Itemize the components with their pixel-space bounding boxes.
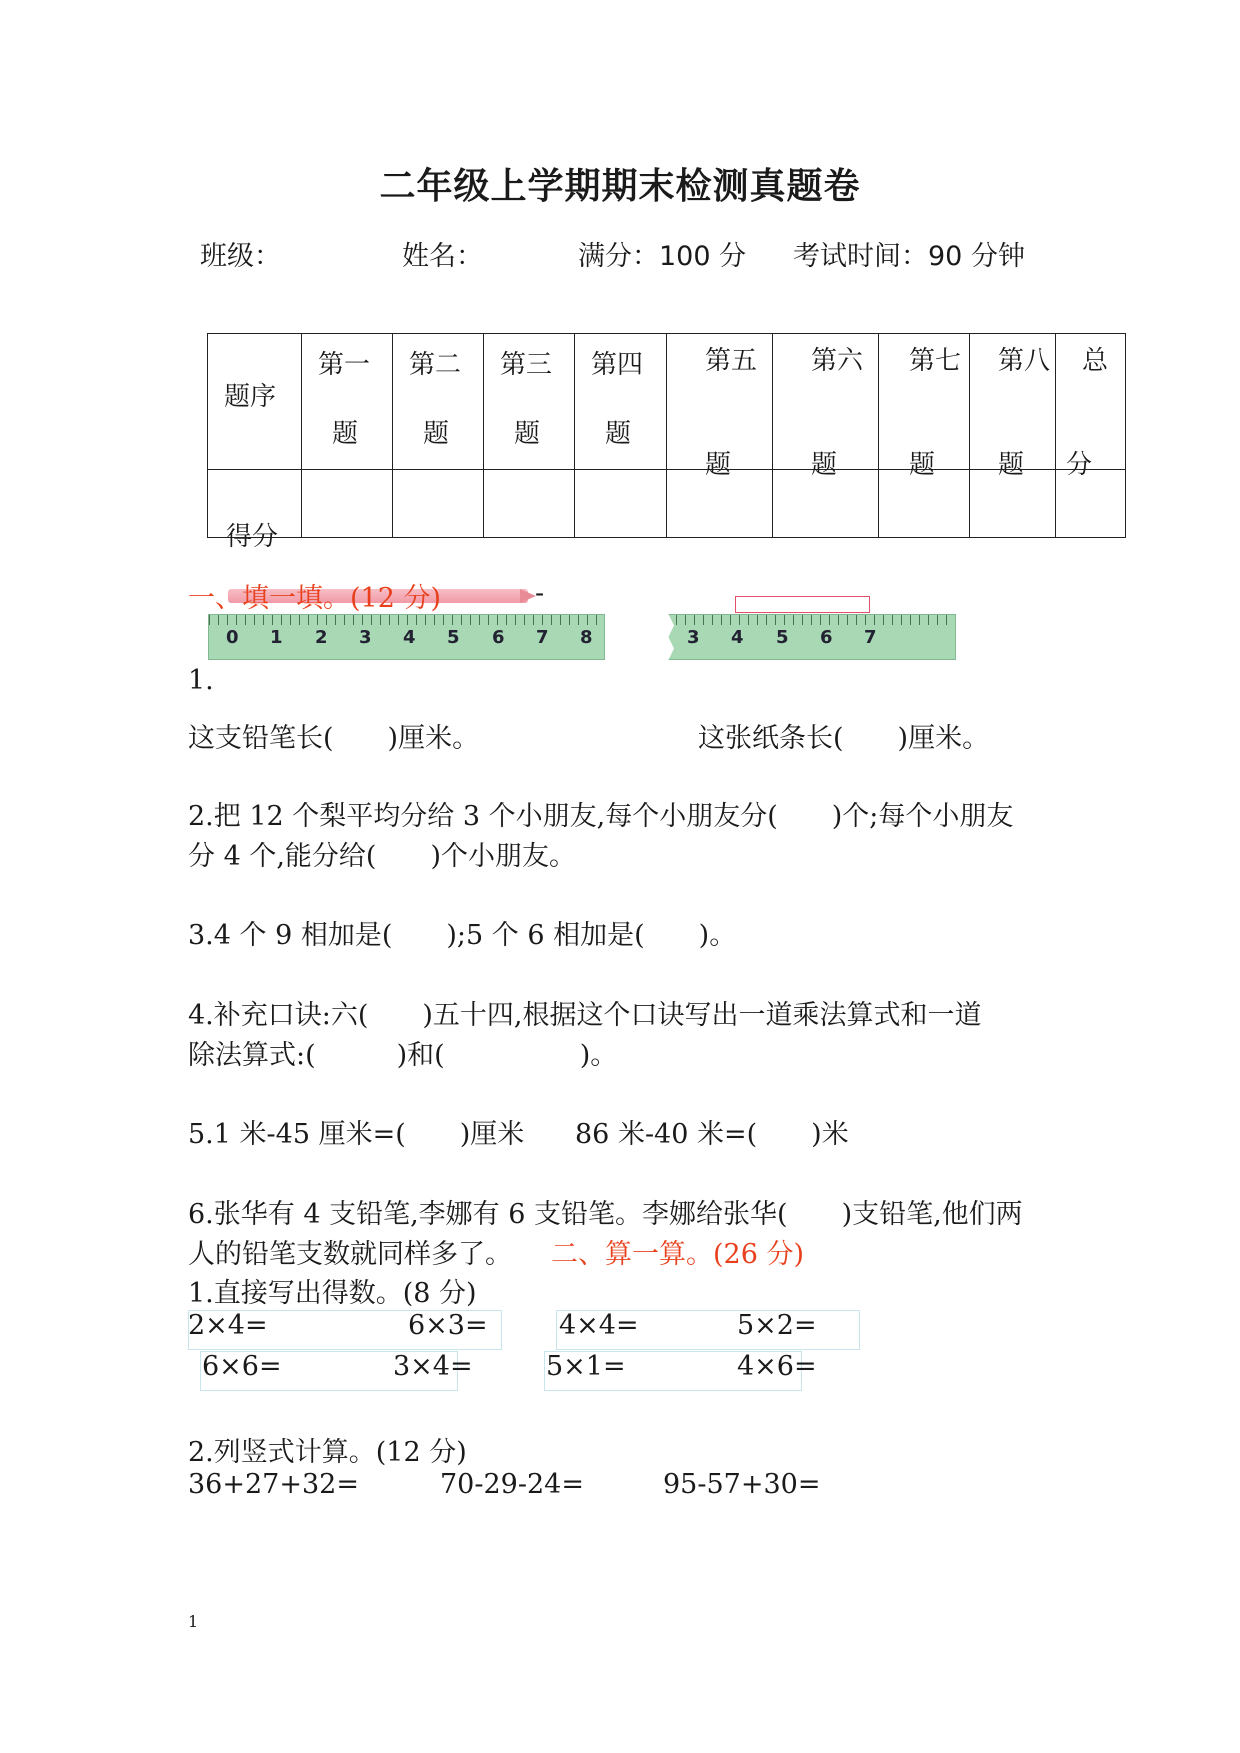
header-top: 第二 xyxy=(409,350,462,380)
section1-heading: 一、填一填。(12 分) xyxy=(188,583,442,614)
calc-item: 5×1= xyxy=(546,1351,626,1382)
calc-item: 3×4= xyxy=(393,1351,473,1382)
ruler-number: 3 xyxy=(687,627,700,648)
header-top: 第四 xyxy=(591,350,644,380)
header-top: 第一 xyxy=(318,350,371,380)
ruler-number: 8 xyxy=(580,627,593,648)
q6-line2: 人的铅笔支数就同样多了。 xyxy=(188,1239,512,1270)
score-cell[interactable] xyxy=(484,470,575,538)
ruler-number: 5 xyxy=(776,627,789,648)
q4-line2: 除法算式:( )和( )。 xyxy=(188,1040,618,1071)
header-top: 总 xyxy=(1082,346,1109,376)
ruler-number: 6 xyxy=(820,627,833,648)
header-bottom: 题 xyxy=(605,419,632,449)
calc-item: 6×3= xyxy=(408,1310,488,1341)
ruler-number: 3 xyxy=(359,627,372,648)
score-cell[interactable] xyxy=(302,470,393,538)
header-cell xyxy=(393,334,484,470)
ruler-number: 5 xyxy=(447,627,460,648)
header-top: 第七 xyxy=(909,346,962,376)
score-cell[interactable] xyxy=(1056,470,1126,538)
ruler-number: 7 xyxy=(864,627,877,648)
page-number: 1 xyxy=(188,1612,199,1631)
header-cell xyxy=(302,334,393,470)
q3: 3.4 个 9 相加是( );5 个 6 相加是( )。 xyxy=(188,920,737,951)
q1-strip-length: 这张纸条长( )厘米。 xyxy=(698,723,990,754)
q2-line2: 分 4 个,能分给( )个小朋友。 xyxy=(188,841,576,872)
header-top: 第八 xyxy=(998,346,1051,376)
row-label-cell xyxy=(208,470,302,552)
header-cell xyxy=(773,334,879,480)
header-bottom: 题 xyxy=(332,419,359,449)
row-label-cell xyxy=(208,334,302,470)
paper-strip-image xyxy=(735,596,870,613)
ruler-number: 4 xyxy=(403,627,416,648)
header-bottom: 题 xyxy=(811,450,838,480)
header-bottom: 题 xyxy=(423,419,450,449)
header-bottom: 题 xyxy=(705,450,732,480)
row-label-question: 题序 xyxy=(224,382,277,412)
pencil-tip xyxy=(520,589,536,603)
score-cell[interactable] xyxy=(970,470,1056,538)
row-label-score: 得分 xyxy=(226,522,279,552)
header-cell xyxy=(667,334,773,480)
score-cell[interactable] xyxy=(773,470,879,538)
score-cell[interactable] xyxy=(393,470,484,538)
section1-dash: - xyxy=(535,578,545,609)
ruler-2 xyxy=(666,614,956,660)
header-top: 第三 xyxy=(500,350,553,380)
header-cell xyxy=(970,334,1056,480)
header-cell-total xyxy=(1056,334,1126,480)
calc-item: 2×4= xyxy=(188,1310,268,1341)
score-cell[interactable] xyxy=(575,470,667,538)
header-bottom: 题 xyxy=(909,450,936,480)
header-top: 第五 xyxy=(705,346,758,376)
vertical-calc: 36+27+32= xyxy=(188,1469,359,1500)
q1-number: 1. xyxy=(188,665,214,696)
header-bottom: 题 xyxy=(514,419,541,449)
q1-pencil-length: 这支铅笔长( )厘米。 xyxy=(188,723,480,754)
ruler-ticks xyxy=(209,615,604,625)
calc-item: 4×4= xyxy=(559,1310,639,1341)
q5-a: 5.1 米-45 厘米=( )厘米 xyxy=(188,1119,525,1150)
class-label: 班级： xyxy=(200,241,281,272)
ruler-number: 2 xyxy=(315,627,328,648)
ruler-number: 0 xyxy=(226,627,239,648)
q4-line1: 4.补充口诀:六( )五十四,根据这个口诀写出一道乘法算式和一道 xyxy=(188,1000,982,1031)
ruler-1 xyxy=(208,614,605,660)
page-title: 二年级上学期期末检测真题卷 xyxy=(379,166,861,207)
q5-b: 86 米-40 米=( )米 xyxy=(575,1119,849,1150)
header-cell xyxy=(575,334,667,470)
header-cell xyxy=(879,334,970,480)
name-label: 姓名： xyxy=(402,241,483,272)
exam-time: 考试时间：90 分钟 xyxy=(793,241,1025,272)
ruler-ticks xyxy=(667,615,955,625)
vertical-calc: 95-57+30= xyxy=(663,1469,821,1500)
section2-heading: 二、算一算。(26 分) xyxy=(551,1239,805,1270)
vertical-calc: 70-29-24= xyxy=(440,1469,584,1500)
score-cell[interactable] xyxy=(879,470,970,538)
calc-item: 5×2= xyxy=(737,1310,817,1341)
calc-item: 4×6= xyxy=(737,1351,817,1382)
header-bottom: 题 xyxy=(998,450,1025,480)
q6-line1: 6.张华有 4 支铅笔,李娜有 6 支铅笔。李娜给张华( )支铅笔,他们两 xyxy=(188,1199,1023,1230)
ruler-number: 1 xyxy=(270,627,283,648)
q2-line1: 2.把 12 个梨平均分给 3 个小朋友,每个小朋友分( )个;每个小朋友 xyxy=(188,801,1014,832)
ruler-number: 7 xyxy=(536,627,549,648)
s2-sub1: 1.直接写出得数。(8 分) xyxy=(188,1278,477,1309)
full-score: 满分：100 分 xyxy=(578,241,747,272)
ruler-number: 6 xyxy=(492,627,505,648)
ruler-number: 4 xyxy=(731,627,744,648)
score-cell[interactable] xyxy=(667,470,773,538)
calc-item: 6×6= xyxy=(202,1351,282,1382)
score-table xyxy=(207,333,1126,552)
header-bottom: 分 xyxy=(1066,450,1093,480)
header-top: 第六 xyxy=(811,346,864,376)
s2-sub2: 2.列竖式计算。(12 分) xyxy=(188,1437,467,1468)
header-cell xyxy=(484,334,575,470)
